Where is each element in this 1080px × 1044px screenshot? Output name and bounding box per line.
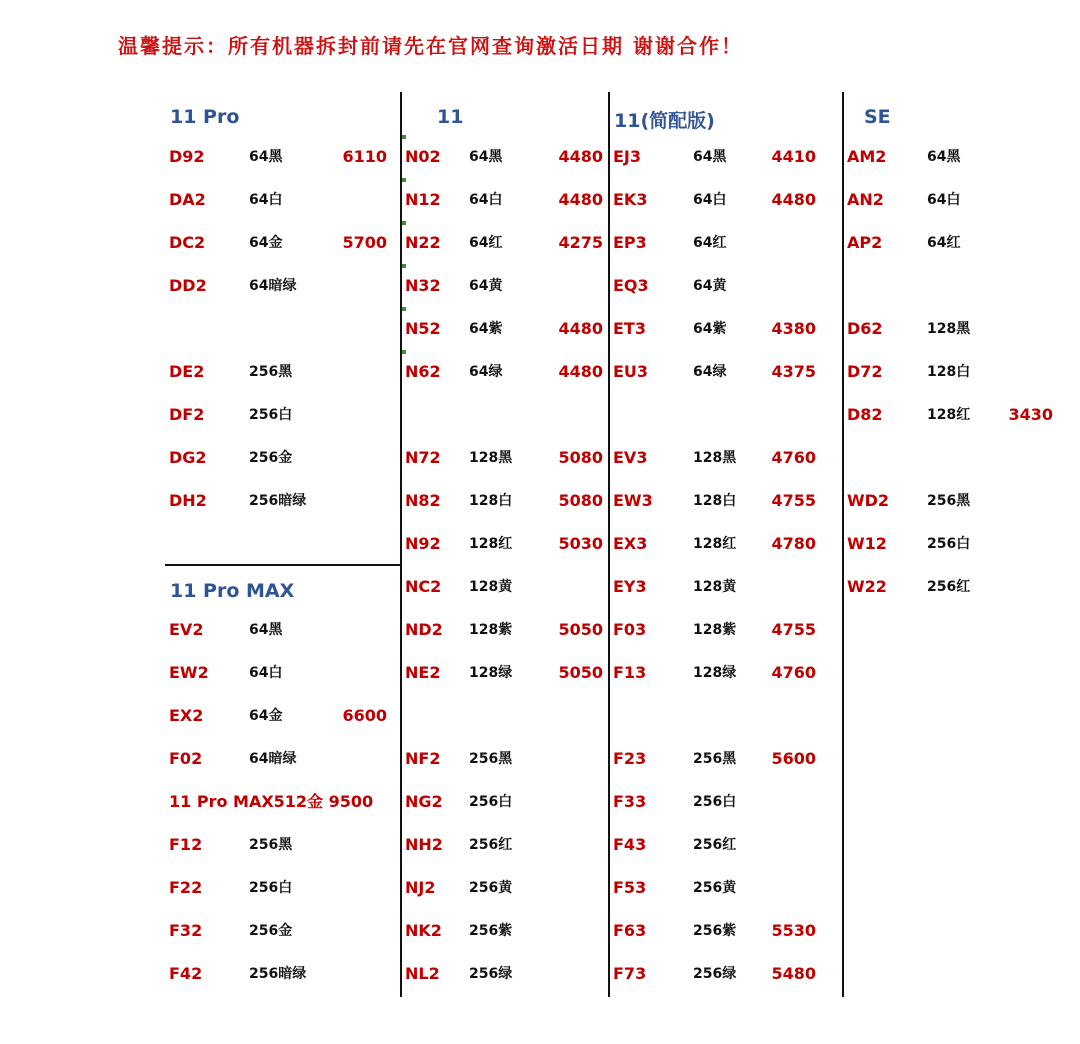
model-code: F02 — [169, 749, 203, 768]
table-row — [847, 575, 1067, 599]
storage-color: 64金 — [249, 235, 283, 251]
model-code: DD2 — [169, 276, 207, 295]
table-row — [405, 747, 625, 771]
storage-color: 64金 — [249, 708, 283, 724]
table-row — [847, 403, 1067, 427]
model-code: NL2 — [405, 964, 440, 983]
table-row — [847, 489, 1067, 513]
cell-marker — [402, 350, 406, 354]
model-code: DA2 — [169, 190, 206, 209]
table-row — [169, 919, 389, 943]
model-code: NG2 — [405, 792, 443, 811]
storage-color: 64黑 — [249, 149, 283, 165]
storage-color: 64黑 — [693, 149, 727, 165]
storage-color: 64紫 — [693, 321, 727, 337]
model-code: F32 — [169, 921, 203, 940]
storage-color: 64白 — [249, 192, 283, 208]
model-code: NE2 — [405, 663, 441, 682]
table-row — [613, 833, 833, 857]
table-row — [847, 317, 1067, 341]
table-row — [613, 145, 833, 169]
storage-color: 256黑 — [249, 364, 293, 380]
storage-color: 256绿 — [469, 966, 513, 982]
storage-color: 128绿 — [693, 665, 737, 681]
model-code: EW3 — [613, 491, 653, 510]
model-code: AP2 — [847, 233, 883, 252]
price: 4755 — [771, 491, 816, 510]
storage-color: 128紫 — [693, 622, 737, 638]
price: 4375 — [771, 362, 816, 381]
storage-color: 256白 — [249, 407, 293, 423]
table-row — [405, 833, 625, 857]
storage-color: 256黄 — [693, 880, 737, 896]
model-code: 11 Pro MAX512金 9500 — [169, 792, 374, 811]
storage-color: 256红 — [693, 837, 737, 853]
storage-color: 256黑 — [693, 751, 737, 767]
storage-color: 256紫 — [469, 923, 513, 939]
model-code: D72 — [847, 362, 883, 381]
storage-color: 128紫 — [469, 622, 513, 638]
price: 5050 — [558, 620, 603, 639]
price: 4275 — [558, 233, 603, 252]
storage-color: 128黑 — [693, 450, 737, 466]
table-row — [169, 747, 389, 771]
model-code: WD2 — [847, 491, 890, 510]
model-code: NH2 — [405, 835, 443, 854]
model-code: F43 — [613, 835, 647, 854]
storage-color: 256红 — [469, 837, 513, 853]
section-divider — [165, 564, 401, 566]
table-row — [169, 360, 389, 384]
storage-color: 256黄 — [469, 880, 513, 896]
table-row — [405, 188, 625, 212]
storage-color: 128白 — [469, 493, 513, 509]
table-row — [613, 360, 833, 384]
table-row — [169, 403, 389, 427]
table-row — [169, 876, 389, 900]
table-row — [405, 145, 625, 169]
storage-color: 64白 — [693, 192, 727, 208]
table-row — [169, 489, 389, 513]
model-code: DE2 — [169, 362, 205, 381]
model-code: DG2 — [169, 448, 207, 467]
header-11: 11 — [437, 106, 464, 128]
model-code: NK2 — [405, 921, 442, 940]
model-code: EJ3 — [613, 147, 642, 166]
model-code: ET3 — [613, 319, 646, 338]
model-code: F63 — [613, 921, 647, 940]
table-row — [405, 360, 625, 384]
table-row — [169, 962, 389, 986]
price: 4760 — [771, 663, 816, 682]
price: 4480 — [558, 319, 603, 338]
price: 4780 — [771, 534, 816, 553]
table-row — [613, 188, 833, 212]
model-code: DC2 — [169, 233, 206, 252]
model-code: D62 — [847, 319, 883, 338]
storage-color: 256暗绿 — [249, 966, 307, 982]
price: 4480 — [558, 362, 603, 381]
table-row — [613, 790, 833, 814]
cell-marker — [402, 178, 406, 182]
storage-color: 64暗绿 — [249, 751, 297, 767]
cell-marker — [402, 307, 406, 311]
table-row — [613, 446, 833, 470]
storage-color: 64红 — [469, 235, 503, 251]
storage-color: 256绿 — [693, 966, 737, 982]
storage-color: 128白 — [693, 493, 737, 509]
storage-color: 128绿 — [469, 665, 513, 681]
table-row — [847, 188, 1067, 212]
table-row — [169, 833, 389, 857]
table-row — [405, 919, 625, 943]
price: 5480 — [771, 964, 816, 983]
model-code: F23 — [613, 749, 647, 768]
model-code: NC2 — [405, 577, 442, 596]
table-row — [405, 661, 625, 685]
column-divider — [842, 92, 844, 997]
model-code: N12 — [405, 190, 441, 209]
storage-color: 128红 — [469, 536, 513, 552]
price: 6600 — [342, 706, 387, 725]
table-row — [613, 489, 833, 513]
storage-color: 128红 — [693, 536, 737, 552]
table-row — [847, 532, 1067, 556]
storage-color: 64红 — [927, 235, 961, 251]
model-code: EV3 — [613, 448, 648, 467]
model-code: F42 — [169, 964, 203, 983]
storage-color: 64白 — [249, 665, 283, 681]
storage-color: 256暗绿 — [249, 493, 307, 509]
price: 5600 — [771, 749, 816, 768]
price: 4380 — [771, 319, 816, 338]
table-row — [847, 231, 1067, 255]
table-row — [405, 790, 625, 814]
table-row — [169, 145, 389, 169]
header-11-lite: 11(简配版) — [614, 110, 715, 132]
table-row — [169, 618, 389, 642]
model-code: NJ2 — [405, 878, 436, 897]
storage-color: 64绿 — [693, 364, 727, 380]
model-code: N62 — [405, 362, 441, 381]
storage-color: 256红 — [927, 579, 971, 595]
model-code: N72 — [405, 448, 441, 467]
model-code: DH2 — [169, 491, 207, 510]
table-row — [613, 962, 833, 986]
price: 4760 — [771, 448, 816, 467]
storage-color: 256白 — [693, 794, 737, 810]
model-code: F03 — [613, 620, 647, 639]
storage-color: 128白 — [927, 364, 971, 380]
table-row — [613, 876, 833, 900]
storage-color: 256白 — [469, 794, 513, 810]
table-row — [405, 876, 625, 900]
storage-color: 256黑 — [469, 751, 513, 767]
table-row — [169, 790, 389, 814]
table-row — [613, 317, 833, 341]
price: 5080 — [558, 448, 603, 467]
model-code: EW2 — [169, 663, 209, 682]
model-code: EK3 — [613, 190, 648, 209]
price: 6110 — [342, 147, 387, 166]
table-row — [613, 747, 833, 771]
model-code: EX3 — [613, 534, 648, 553]
storage-color: 128黄 — [469, 579, 513, 595]
table-row — [405, 962, 625, 986]
storage-color: 256金 — [249, 450, 293, 466]
table-row — [169, 274, 389, 298]
storage-color: 64黑 — [249, 622, 283, 638]
price: 4480 — [558, 190, 603, 209]
storage-color: 64白 — [469, 192, 503, 208]
storage-color: 256白 — [927, 536, 971, 552]
price: 5050 — [558, 663, 603, 682]
price: 4410 — [771, 147, 816, 166]
table-row — [169, 231, 389, 255]
price: 3430 — [1008, 405, 1053, 424]
model-code: F33 — [613, 792, 647, 811]
price: 4480 — [558, 147, 603, 166]
storage-color: 128黑 — [469, 450, 513, 466]
model-code: EX2 — [169, 706, 204, 725]
notice-banner: 温馨提示：所有机器拆封前请先在官网查询激活日期 谢谢合作！ — [118, 34, 743, 58]
model-code: N02 — [405, 147, 441, 166]
storage-color: 128黑 — [927, 321, 971, 337]
table-row — [613, 532, 833, 556]
model-code: N52 — [405, 319, 441, 338]
model-code: EU3 — [613, 362, 649, 381]
cell-marker — [402, 135, 406, 139]
header-11-pro-max: 11 Pro MAX — [170, 580, 295, 602]
table-row — [405, 532, 625, 556]
model-code: EV2 — [169, 620, 204, 639]
model-code: F73 — [613, 964, 647, 983]
storage-color: 64红 — [693, 235, 727, 251]
model-code: D82 — [847, 405, 883, 424]
table-row — [613, 274, 833, 298]
storage-color: 128红 — [927, 407, 971, 423]
model-code: W22 — [847, 577, 887, 596]
storage-color: 256白 — [249, 880, 293, 896]
header-se: SE — [864, 106, 891, 128]
storage-color: 64黄 — [469, 278, 503, 294]
model-code: DF2 — [169, 405, 205, 424]
model-code: F12 — [169, 835, 203, 854]
model-code: EY3 — [613, 577, 647, 596]
model-code: N22 — [405, 233, 441, 252]
price: 5030 — [558, 534, 603, 553]
model-code: EQ3 — [613, 276, 649, 295]
table-row — [613, 661, 833, 685]
table-row — [405, 618, 625, 642]
cell-marker — [402, 264, 406, 268]
table-row — [405, 575, 625, 599]
table-row — [405, 489, 625, 513]
model-code: D92 — [169, 147, 205, 166]
storage-color: 64黄 — [693, 278, 727, 294]
price: 5530 — [771, 921, 816, 940]
table-row — [613, 618, 833, 642]
price: 4480 — [771, 190, 816, 209]
model-code: N82 — [405, 491, 441, 510]
table-row — [169, 446, 389, 470]
table-row — [405, 231, 625, 255]
storage-color: 64绿 — [469, 364, 503, 380]
storage-color: 256紫 — [693, 923, 737, 939]
model-code: EP3 — [613, 233, 647, 252]
table-row — [405, 317, 625, 341]
model-code: AM2 — [847, 147, 887, 166]
table-row — [613, 919, 833, 943]
column-divider — [400, 92, 402, 997]
storage-color: 64紫 — [469, 321, 503, 337]
table-row — [847, 145, 1067, 169]
model-code: W12 — [847, 534, 887, 553]
price: 4755 — [771, 620, 816, 639]
model-code: F22 — [169, 878, 203, 897]
cell-marker — [402, 221, 406, 225]
table-row — [405, 446, 625, 470]
storage-color: 128黄 — [693, 579, 737, 595]
model-code: N32 — [405, 276, 441, 295]
model-code: N92 — [405, 534, 441, 553]
storage-color: 256金 — [249, 923, 293, 939]
table-row — [613, 575, 833, 599]
storage-color: 256黑 — [927, 493, 971, 509]
price: 5700 — [342, 233, 387, 252]
storage-color: 64暗绿 — [249, 278, 297, 294]
model-code: F53 — [613, 878, 647, 897]
table-row — [169, 661, 389, 685]
storage-color: 64黑 — [469, 149, 503, 165]
storage-color: 64白 — [927, 192, 961, 208]
storage-color: 256黑 — [249, 837, 293, 853]
table-row — [613, 231, 833, 255]
storage-color: 64黑 — [927, 149, 961, 165]
model-code: AN2 — [847, 190, 884, 209]
model-code: F13 — [613, 663, 647, 682]
header-11-pro: 11 Pro — [170, 106, 240, 128]
price: 5080 — [558, 491, 603, 510]
model-code: ND2 — [405, 620, 443, 639]
table-row — [405, 274, 625, 298]
model-code: NF2 — [405, 749, 441, 768]
table-row — [169, 704, 389, 728]
table-row — [169, 188, 389, 212]
table-row — [847, 360, 1067, 384]
